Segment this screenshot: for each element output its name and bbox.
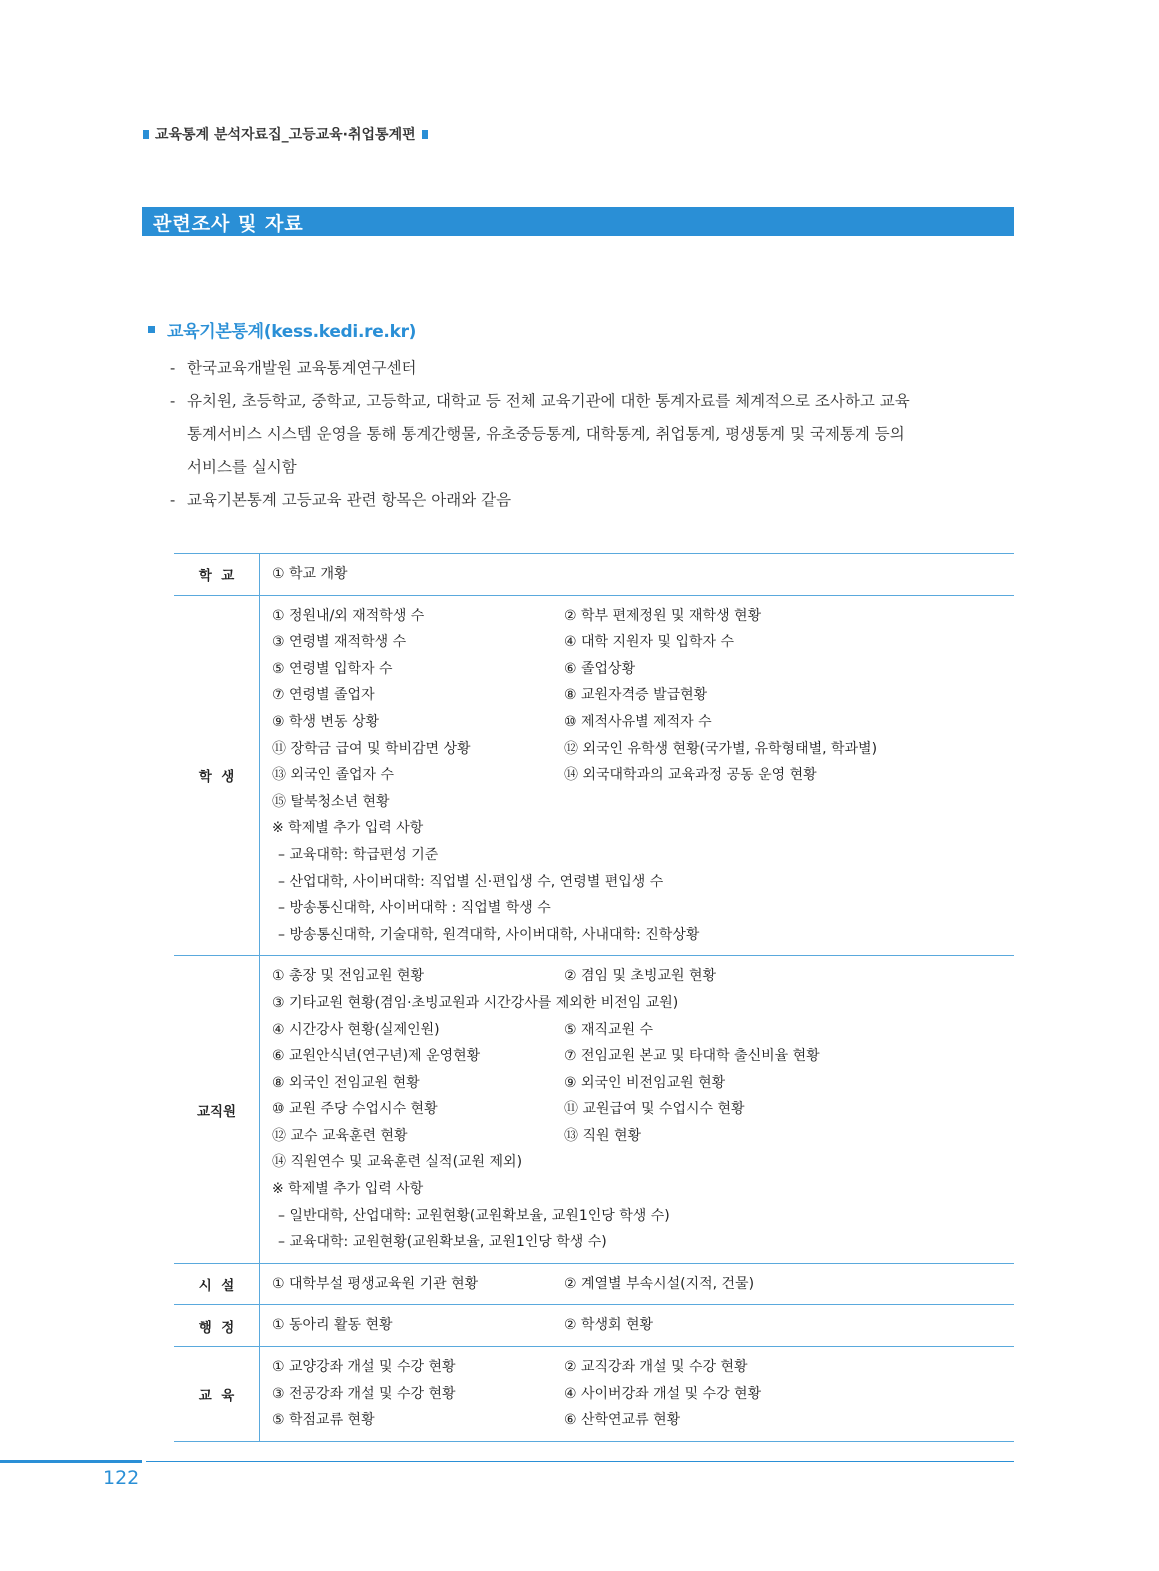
item-line (272, 603, 1014, 630)
item-text: ② 교직강좌 개설 및 수강 현황 (564, 1359, 748, 1376)
item-text: ③ 기타교원 현황(겸임·초빙교원과 시간강사를 제외한 비전임 교원) (272, 994, 679, 1011)
item-line (272, 1271, 1014, 1298)
item-text: ⑬ 직원 현황 (564, 1127, 641, 1144)
page-number: 122 (103, 1467, 140, 1489)
description-list (170, 352, 1015, 517)
item-line (272, 1203, 1014, 1230)
item-text: ② 겸임 및 초빙교원 현황 (564, 968, 717, 985)
item-line (272, 1381, 1014, 1408)
row-items (260, 956, 1014, 1263)
square-bullet-icon (148, 326, 155, 333)
item-text: ② 학부 편제정원 및 재학생 현황 (564, 607, 762, 624)
row-category-label: 교직원 (174, 956, 260, 1263)
description-continuation: 서비스를 실시함 (187, 458, 297, 476)
table-row (174, 1305, 1014, 1347)
table-row (174, 1347, 1014, 1442)
item-line (272, 629, 1014, 656)
item-text: ① 대학부설 평생교육원 기관 현황 (272, 1275, 479, 1292)
running-header-title: 교육통계 분석자료집_고등교육·취업통계편 (155, 127, 416, 143)
item-text: ⑨ 학생 변동 상황 (272, 713, 380, 730)
row-items (260, 1264, 1014, 1305)
running-header (143, 124, 428, 144)
item-line (272, 709, 1014, 736)
row-items (260, 596, 1014, 956)
item-line (272, 895, 1014, 922)
item-line (272, 1017, 1014, 1044)
item-text: ※ 학제별 추가 입력 사항 (272, 1181, 424, 1198)
description-item: - 한국교육개발원 교육통계연구센터 (170, 359, 417, 377)
item-line (272, 1312, 1014, 1339)
section-title-bar (142, 207, 1014, 236)
item-text: ⑨ 외국인 비전임교원 현황 (564, 1074, 726, 1091)
item-text: ① 정원내/외 재적학생 수 (272, 607, 425, 624)
item-line (272, 1407, 1014, 1434)
table-row (174, 554, 1014, 596)
item-text: – 방송통신대학, 사이버대학 : 직업별 학생 수 (278, 900, 551, 917)
description-item: - 교육기본통계 고등교육 관련 항목은 아래와 같음 (170, 491, 512, 509)
item-text: ⑥ 산학연교류 현황 (564, 1412, 681, 1429)
row-category-label: 학 생 (174, 596, 260, 956)
item-text: ⑦ 전임교원 본교 및 타대학 출신비율 현황 (564, 1048, 820, 1065)
item-text: ⑭ 직원연수 및 교육훈련 실적(교원 제외) (272, 1154, 523, 1171)
item-text: ⑭ 외국대학과의 교육과정 공동 운영 현황 (564, 767, 817, 784)
item-text: – 교육대학: 교원현황(교원확보율, 교원1인당 학생 수) (278, 1234, 607, 1251)
item-text: ⑥ 교원안식년(연구년)제 운영현황 (272, 1048, 481, 1065)
item-text: ③ 연령별 재적학생 수 (272, 634, 407, 651)
item-text: ⑦ 연령별 졸업자 (272, 687, 375, 704)
header-square-icon (143, 130, 149, 139)
item-line (272, 1123, 1014, 1150)
item-line (272, 1070, 1014, 1097)
header-square-icon (422, 130, 428, 139)
description-item: - 유치원, 초등학교, 중학교, 고등학교, 대학교 등 전체 교육기관에 대한 통계자료를 체계적으로 조사하고 교육 (170, 392, 910, 410)
item-text: ⑥ 졸업상황 (564, 660, 636, 677)
description-continuation: 통계서비스 시스템 운영을 통해 통계간행물, 유초중등통계, 대학통계, 취업통계, 평생통계 및 국제통계 등의 (187, 425, 905, 443)
item-text: ① 동아리 활동 현황 (272, 1317, 393, 1334)
row-items (260, 1347, 1014, 1441)
footer-rule-accent (0, 1460, 142, 1463)
item-line (272, 789, 1014, 816)
table-row (174, 956, 1014, 1264)
row-items (260, 554, 1014, 595)
item-text: ⑩ 교원 주당 수업시수 현황 (272, 1101, 438, 1118)
item-text: ⑧ 교원자격증 발급현황 (564, 687, 708, 704)
row-category-label: 학 교 (174, 554, 260, 595)
item-line (272, 1149, 1014, 1176)
item-text: ⑤ 학점교류 현황 (272, 1412, 375, 1429)
item-line (272, 963, 1014, 990)
item-line (272, 1096, 1014, 1123)
item-text: ④ 대학 지원자 및 입학자 수 (564, 634, 735, 651)
item-text: ① 학교 개황 (272, 566, 348, 582)
row-category-label: 행 정 (174, 1305, 260, 1346)
item-text: ⑤ 재직교원 수 (564, 1021, 654, 1038)
row-category-label: 교 육 (174, 1347, 260, 1441)
item-line (272, 762, 1014, 789)
item-text: ① 교양강좌 개설 및 수강 현황 (272, 1359, 456, 1376)
item-text: – 일반대학, 산업대학: 교원현황(교원확보율, 교원1인당 학생 수) (278, 1207, 670, 1224)
item-text: – 교육대학: 학급편성 기준 (278, 846, 439, 863)
item-line (272, 869, 1014, 896)
item-line (272, 815, 1014, 842)
table-row (174, 1264, 1014, 1306)
item-line (272, 682, 1014, 709)
item-line (272, 656, 1014, 683)
item-text: – 방송통신대학, 기술대학, 원격대학, 사이버대학, 사내대학: 진학상황 (278, 926, 700, 943)
item-text: – 산업대학, 사이버대학: 직업별 신·편입생 수, 연령별 편입생 수 (278, 873, 664, 890)
item-text: ④ 시간강사 현황(실제인원) (272, 1021, 440, 1038)
statistics-items-table (174, 553, 1014, 1442)
subsection-heading (148, 317, 416, 342)
table-row (174, 596, 1014, 957)
item-text: ⑫ 교수 교육훈련 현황 (272, 1127, 408, 1144)
item-text: ⑤ 연령별 입학자 수 (272, 660, 393, 677)
item-text: ⑮ 탈북청소년 현황 (272, 793, 390, 810)
item-line (272, 736, 1014, 763)
item-text: ① 총장 및 전임교원 현황 (272, 968, 425, 985)
item-text: ※ 학제별 추가 입력 사항 (272, 820, 424, 837)
row-items (260, 1305, 1014, 1346)
item-text: ③ 전공강좌 개설 및 수강 현황 (272, 1385, 456, 1402)
item-text: ② 학생회 현황 (564, 1317, 654, 1334)
footer-rule (146, 1461, 1014, 1462)
item-line (272, 1043, 1014, 1070)
section-title: 관련조사 및 자료 (153, 213, 304, 235)
item-text: ⑩ 제적사유별 제적자 수 (564, 713, 712, 730)
item-text: ⑪ 교원급여 및 수업시수 현황 (564, 1101, 745, 1118)
subsection-title: 교육기본통계(kess.kedi.re.kr) (167, 322, 417, 342)
item-line (272, 1176, 1014, 1203)
item-text: ⑫ 외국인 유학생 현황(국가별, 유학형태별, 학과별) (564, 740, 878, 757)
row-category-label: 시 설 (174, 1264, 260, 1305)
item-line (272, 561, 1014, 588)
item-line (272, 990, 1014, 1017)
item-line (272, 842, 1014, 869)
item-text: ⑧ 외국인 전임교원 현황 (272, 1074, 420, 1091)
item-text: ④ 사이버강좌 개설 및 수강 현황 (564, 1385, 762, 1402)
item-line (272, 1229, 1014, 1256)
item-line (272, 922, 1014, 949)
item-line (272, 1354, 1014, 1381)
item-text: ⑬ 외국인 졸업자 수 (272, 767, 395, 784)
item-text: ② 계열별 부속시설(지적, 건물) (564, 1275, 755, 1292)
item-text: ⑪ 장학금 급여 및 학비감면 상황 (272, 740, 471, 757)
